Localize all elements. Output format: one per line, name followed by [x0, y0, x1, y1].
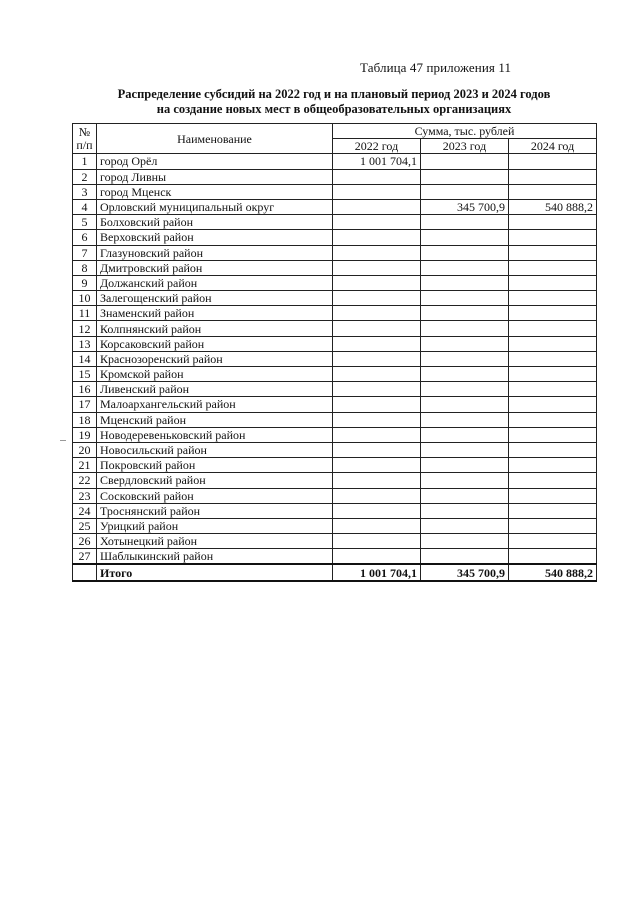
- row-number: 11: [73, 306, 97, 321]
- row-name: город Мценск: [97, 184, 333, 199]
- row-name: город Ливны: [97, 169, 333, 184]
- row-name: Колпнянский район: [97, 321, 333, 336]
- row-name: Шаблыкинский район: [97, 549, 333, 565]
- header-row: [73, 124, 597, 139]
- row-value-2024: [509, 215, 597, 230]
- row-number: 12: [73, 321, 97, 336]
- table-row: [73, 306, 597, 321]
- row-value-2024: [509, 245, 597, 260]
- row-value-2022: [333, 382, 421, 397]
- row-value-2023: [421, 382, 509, 397]
- row-value-2022: [333, 488, 421, 503]
- table-row: [73, 458, 597, 473]
- row-name: Кромской район: [97, 367, 333, 382]
- table-row: [73, 397, 597, 412]
- row-value-2023: [421, 291, 509, 306]
- subsidy-table: [72, 123, 597, 582]
- row-number: 20: [73, 442, 97, 457]
- row-value-2023: [421, 275, 509, 290]
- row-value-2023: [421, 367, 509, 382]
- table-row: [73, 351, 597, 366]
- row-value-2024: [509, 275, 597, 290]
- row-value-2023: [421, 184, 509, 199]
- row-value-2023: [421, 549, 509, 565]
- title-line-2: на создание новых мест в общеобразовательных организациях: [156, 102, 512, 116]
- table-row: [73, 534, 597, 549]
- table-row: [73, 549, 597, 565]
- row-value-2023: [421, 336, 509, 351]
- column-header-number: [73, 124, 97, 154]
- row-value-2023: [421, 427, 509, 442]
- table-row: [73, 336, 597, 351]
- row-value-2023: [421, 534, 509, 549]
- row-value-2024: [509, 427, 597, 442]
- row-value-2022: [333, 442, 421, 457]
- total-label: Итого: [97, 564, 333, 580]
- row-value-2024: [509, 412, 597, 427]
- row-value-2023: [421, 321, 509, 336]
- row-name: Верховский район: [97, 230, 333, 245]
- row-value-2024: [509, 534, 597, 549]
- row-value-2024: [509, 169, 597, 184]
- total-number-cell: [73, 564, 97, 580]
- row-name: Должанский район: [97, 275, 333, 290]
- row-value-2022: [333, 230, 421, 245]
- row-number: 4: [73, 199, 97, 214]
- column-header-2022: 2022 год: [333, 139, 421, 154]
- row-value-2024: [509, 367, 597, 382]
- row-name: Троснянский район: [97, 503, 333, 518]
- table-row: [73, 154, 597, 169]
- table-reference: Таблица 47 приложения 11: [360, 60, 512, 75]
- table-row: [73, 321, 597, 336]
- column-header-sum: Сумма, тыс. рублей: [333, 124, 597, 139]
- row-name: Глазуновский район: [97, 245, 333, 260]
- row-value-2023: [421, 306, 509, 321]
- row-number: 24: [73, 503, 97, 518]
- row-value-2024: [509, 473, 597, 488]
- total-2022: 1 001 704,1: [333, 564, 421, 580]
- row-number: 6: [73, 230, 97, 245]
- row-value-2022: [333, 473, 421, 488]
- row-value-2022: [333, 458, 421, 473]
- table-row: [73, 503, 597, 518]
- row-number: 14: [73, 351, 97, 366]
- column-header-name: Наименование: [97, 124, 333, 154]
- table-row: [73, 488, 597, 503]
- row-value-2023: [421, 260, 509, 275]
- row-number: 7: [73, 245, 97, 260]
- row-value-2022: [333, 260, 421, 275]
- row-value-2024: [509, 503, 597, 518]
- row-value-2024: [509, 306, 597, 321]
- row-name: Новосильский район: [97, 442, 333, 457]
- row-name: Знаменский район: [97, 306, 333, 321]
- row-name: Мценский район: [97, 412, 333, 427]
- table-row: [73, 184, 597, 199]
- row-value-2022: [333, 518, 421, 533]
- row-value-2024: [509, 351, 597, 366]
- row-value-2022: [333, 291, 421, 306]
- row-value-2024: [509, 442, 597, 457]
- row-value-2024: [509, 321, 597, 336]
- row-value-2024: [509, 549, 597, 565]
- row-number: 25: [73, 518, 97, 533]
- row-value-2024: 540 888,2: [509, 199, 597, 214]
- row-value-2022: [333, 275, 421, 290]
- number-header-line1: №: [78, 124, 91, 139]
- row-value-2023: [421, 245, 509, 260]
- row-number: 27: [73, 549, 97, 565]
- row-name: Свердловский район: [97, 473, 333, 488]
- row-value-2023: [421, 442, 509, 457]
- row-value-2022: [333, 397, 421, 412]
- row-name: Ливенский район: [97, 382, 333, 397]
- total-2023: 345 700,9: [421, 564, 509, 580]
- row-value-2022: [333, 503, 421, 518]
- row-name: Хотынецкий район: [97, 534, 333, 549]
- row-value-2022: [333, 336, 421, 351]
- row-value-2023: [421, 473, 509, 488]
- row-name: Орловский муниципальный округ: [97, 199, 333, 214]
- table-row: [73, 442, 597, 457]
- row-name: Краснозоренский район: [97, 351, 333, 366]
- column-header-2024: 2024 год: [509, 139, 597, 154]
- row-value-2024: [509, 230, 597, 245]
- document-title: [100, 87, 568, 117]
- row-value-2024: [509, 518, 597, 533]
- row-value-2022: 1 001 704,1: [333, 154, 421, 169]
- row-value-2022: [333, 215, 421, 230]
- table-row: [73, 275, 597, 290]
- row-value-2022: [333, 184, 421, 199]
- row-value-2023: [421, 518, 509, 533]
- row-value-2023: 345 700,9: [421, 199, 509, 214]
- row-value-2023: [421, 351, 509, 366]
- row-name: Новодеревеньковский район: [97, 427, 333, 442]
- row-number: 23: [73, 488, 97, 503]
- row-number: 17: [73, 397, 97, 412]
- table-row: [73, 412, 597, 427]
- row-value-2022: [333, 199, 421, 214]
- total-2024: 540 888,2: [509, 564, 597, 580]
- row-value-2022: [333, 351, 421, 366]
- row-value-2023: [421, 230, 509, 245]
- row-value-2022: [333, 427, 421, 442]
- row-value-2022: [333, 321, 421, 336]
- table-row: [73, 473, 597, 488]
- row-value-2024: [509, 260, 597, 275]
- row-number: 15: [73, 367, 97, 382]
- row-number: 9: [73, 275, 97, 290]
- row-value-2024: [509, 184, 597, 199]
- title-line-1: Распределение субсидий на 2022 год и на плановый период 2023 и 2024 годов: [117, 87, 551, 101]
- row-value-2024: [509, 336, 597, 351]
- row-value-2022: [333, 169, 421, 184]
- row-number: 2: [73, 169, 97, 184]
- table-row: [73, 169, 597, 184]
- row-name: Сосковский район: [97, 488, 333, 503]
- row-name: Малоархангельский район: [97, 397, 333, 412]
- table-row: [73, 367, 597, 382]
- row-value-2023: [421, 458, 509, 473]
- row-name: город Орёл: [97, 154, 333, 169]
- row-name: Урицкий район: [97, 518, 333, 533]
- row-value-2023: [421, 488, 509, 503]
- row-number: 8: [73, 260, 97, 275]
- row-value-2022: [333, 245, 421, 260]
- table-row: [73, 427, 597, 442]
- row-value-2022: [333, 412, 421, 427]
- row-value-2022: [333, 306, 421, 321]
- row-value-2024: [509, 458, 597, 473]
- table-row: [73, 382, 597, 397]
- row-number: 18: [73, 412, 97, 427]
- row-value-2024: [509, 382, 597, 397]
- row-value-2023: [421, 169, 509, 184]
- row-number: 5: [73, 215, 97, 230]
- table-row: [73, 230, 597, 245]
- row-value-2024: [509, 397, 597, 412]
- table-row: [73, 260, 597, 275]
- row-name: Болховский район: [97, 215, 333, 230]
- row-name: Залегощенский район: [97, 291, 333, 306]
- table-row: [73, 215, 597, 230]
- table-row: [73, 291, 597, 306]
- row-number: 3: [73, 184, 97, 199]
- row-number: 13: [73, 336, 97, 351]
- row-value-2023: [421, 412, 509, 427]
- row-name: Дмитровский район: [97, 260, 333, 275]
- column-header-2023: 2023 год: [421, 139, 509, 154]
- row-value-2023: [421, 397, 509, 412]
- row-value-2023: [421, 215, 509, 230]
- row-value-2023: [421, 154, 509, 169]
- row-value-2024: [509, 488, 597, 503]
- row-number: 16: [73, 382, 97, 397]
- row-number: 1: [73, 154, 97, 169]
- row-number: 10: [73, 291, 97, 306]
- row-value-2024: [509, 154, 597, 169]
- row-number: 26: [73, 534, 97, 549]
- row-name: Корсаковский район: [97, 336, 333, 351]
- table-body: [73, 154, 597, 565]
- row-value-2022: [333, 549, 421, 565]
- row-value-2023: [421, 503, 509, 518]
- table-row: [73, 199, 597, 214]
- row-name: Покровский район: [97, 458, 333, 473]
- row-number: 21: [73, 458, 97, 473]
- total-row: [73, 564, 597, 580]
- table-row: [73, 245, 597, 260]
- margin-mark: [60, 440, 66, 441]
- table-row: [73, 518, 597, 533]
- row-number: 19: [73, 427, 97, 442]
- row-value-2022: [333, 367, 421, 382]
- row-value-2022: [333, 534, 421, 549]
- number-header-line2: п/п: [76, 137, 93, 152]
- row-number: 22: [73, 473, 97, 488]
- row-value-2024: [509, 291, 597, 306]
